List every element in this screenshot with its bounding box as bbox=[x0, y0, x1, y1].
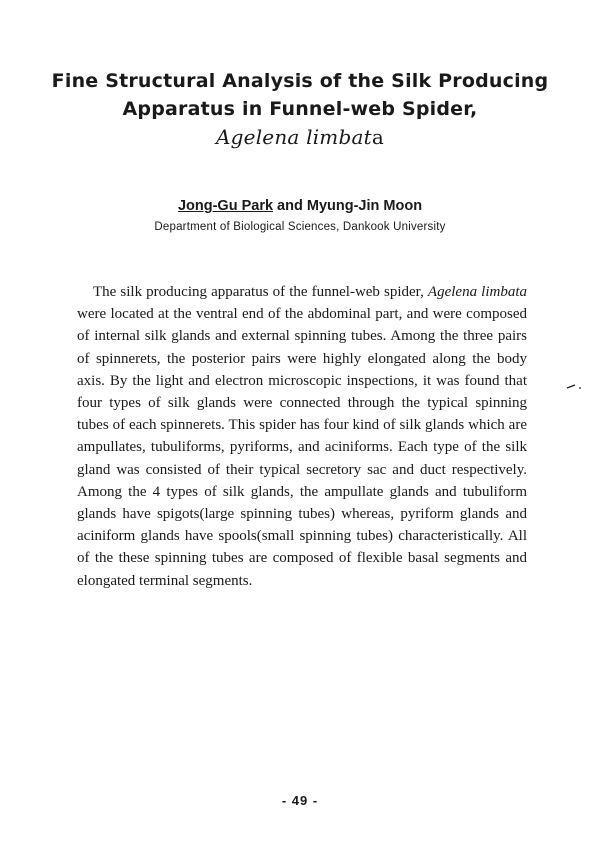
abstract-body: were located at the ventral end of the abdominal part, and were composed of internal silk glands and external spinning tubes. Among the three pairs of spinnerets, the posterior pairs were highly elongated along the body axis. By the light and electron microscopic inspections, it was found that four types of silk glands were connected through the typical spinning tubes of each spinnerets. This spider has four kind of silk glands which are ampullates, tubuliforms, pyriforms, and aciniforms. Each type of the silk gland was consisted of their typical secretory sac and duct respectively. Among the 4 types of silk glands, the ampullate glands and tubuliform glands have spigots(large spinning tubes) whereas, pyriform glands and aciniform glands have spools(small spinning tubes) characteristically. All of the these spinning tubes are composed of flexible basal segments and elongated terminal segments. bbox=[77, 306, 527, 589]
abstract-species: Agelena limbata bbox=[427, 284, 527, 300]
author-line bbox=[40, 196, 560, 216]
paper-title bbox=[40, 67, 560, 152]
author-connector: and bbox=[273, 198, 307, 214]
title-line-2: Apparatus in Funnel-web Spider, bbox=[122, 98, 478, 120]
title-line-3 bbox=[40, 123, 560, 152]
title-species-tail: a bbox=[371, 125, 384, 149]
author-first: Jong-Gu Park bbox=[177, 198, 274, 214]
page-number: - 49 - bbox=[281, 793, 319, 808]
stray-mark bbox=[566, 384, 582, 390]
title-species-italic: Agelena limbat bbox=[216, 125, 372, 149]
abstract-lead: The silk producing apparatus of the funnel-web spider, bbox=[93, 284, 428, 300]
abstract-paragraph bbox=[77, 281, 527, 592]
author-second: Myung-Jin Moon bbox=[306, 198, 423, 214]
title-line-1: Fine Structural Analysis of the Silk Producing bbox=[51, 70, 549, 92]
affiliation: Department of Biological Sciences, Dankook University bbox=[154, 221, 446, 233]
